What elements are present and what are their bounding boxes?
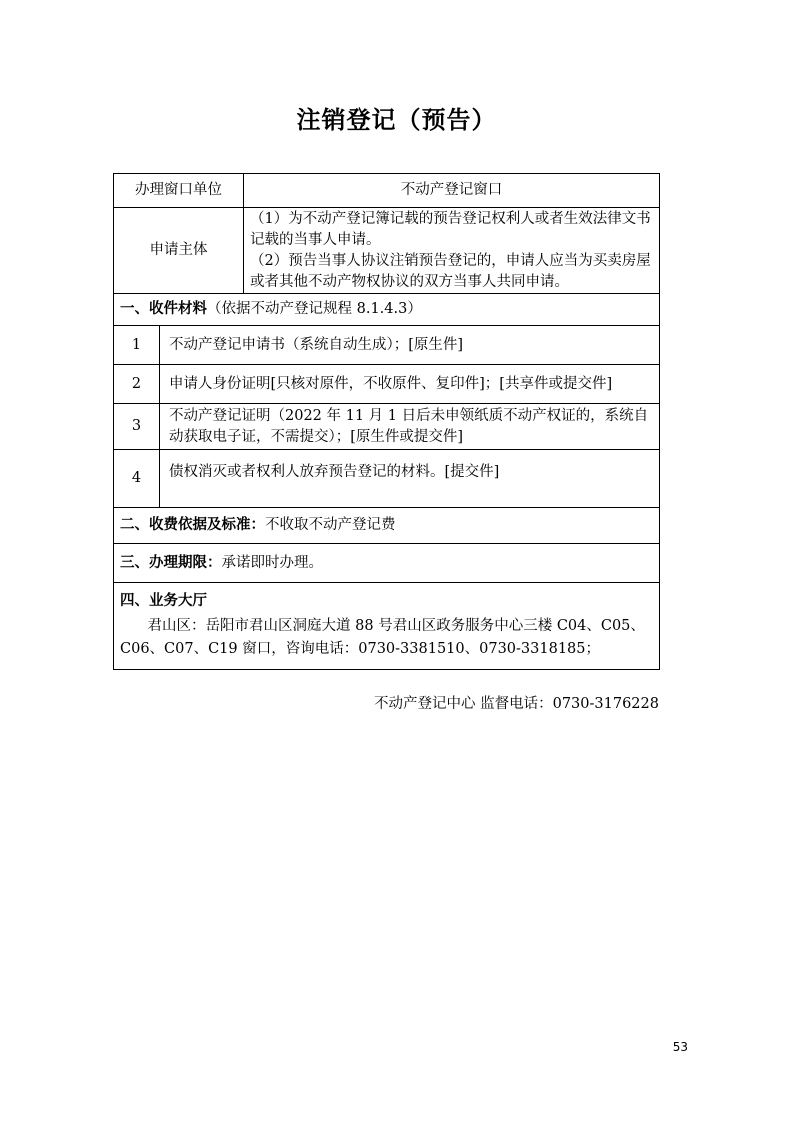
applicant-content — [244, 208, 660, 294]
applicant-item: （2）预告当事人协议注销预告登记的，申请人应当为买卖房屋或者其他不动产物权协议的双方当事人共同申请。 — [250, 252, 651, 290]
material-row — [114, 404, 660, 450]
fees-row — [114, 508, 660, 544]
fees-text: 不收取不动产登记费 — [265, 517, 396, 533]
material-row — [114, 450, 660, 508]
material-number: 4 — [114, 450, 160, 508]
fees-heading: 二、收费依据及标准： — [120, 517, 265, 533]
period-heading: 三、办理期限： — [120, 554, 222, 571]
footer-contact: 不动产登记中心 监督电话：0730-3176228 — [374, 696, 659, 712]
office-row — [114, 174, 660, 208]
applicant-row — [114, 208, 660, 294]
period-text: 承诺即时办理。 — [221, 554, 323, 571]
materials-basis: （依据不动产登记规程 8.1.4.3） — [207, 301, 422, 317]
material-text: 申请人身份证明[只核对原件，不收原件、复印件]；[共享件或提交件] — [160, 365, 660, 404]
hall-text: 君山区：岳阳市君山区洞庭大道 88 号君山区政务服务中心三楼 C04、C05、C06、C07、C19 窗口，咨询电话：0730-3381510、0730-3318185； — [120, 618, 645, 657]
material-row — [114, 365, 660, 404]
registration-table — [113, 173, 660, 670]
material-number: 2 — [114, 365, 160, 404]
office-value: 不动产登记窗口 — [244, 174, 660, 208]
material-text: 不动产登记证明（2022 年 11 月 1 日后未申领纸质不动产权证的，系统自动获取电子证，不需提交）；[原生件或提交件] — [160, 404, 660, 450]
material-text: 不动产登记申请书（系统自动生成）；[原生件] — [160, 326, 660, 365]
hall-heading: 四、业务大厅 — [120, 593, 207, 609]
materials-heading-row — [114, 294, 660, 326]
material-number: 3 — [114, 404, 160, 450]
hall-row — [114, 583, 660, 670]
office-label: 办理窗口单位 — [114, 174, 244, 208]
page-title: 注销登记（预告） — [296, 106, 497, 134]
page-number: 53 — [672, 1040, 688, 1054]
material-text: 债权消灭或者权利人放弃预告登记的材料。[提交件] — [160, 450, 660, 508]
material-number: 1 — [114, 326, 160, 365]
applicant-item: （1）为不动产登记簿记载的预告登记权利人或者生效法律文书记载的当事人申请。 — [250, 210, 651, 248]
materials-heading: 一、收件材料 — [120, 301, 207, 317]
applicant-label: 申请主体 — [114, 208, 244, 294]
period-row — [114, 544, 660, 583]
material-row — [114, 326, 660, 365]
